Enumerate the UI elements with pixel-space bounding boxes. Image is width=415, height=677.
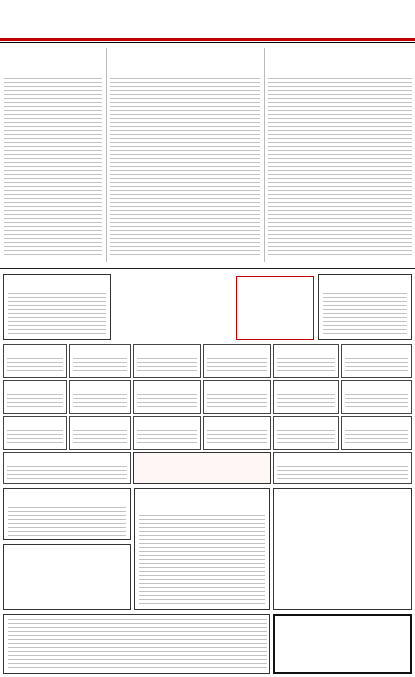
ad-title (70, 381, 130, 382)
ad-body (137, 430, 197, 446)
ad-body (7, 358, 63, 374)
anniversary-body (139, 515, 265, 605)
community-ad (3, 488, 131, 540)
rent-ad-body (323, 293, 407, 337)
column-divider (264, 48, 265, 262)
classified-banner (114, 272, 314, 342)
ad-body (7, 394, 63, 410)
column-divider (106, 48, 107, 262)
ad-body (137, 394, 197, 410)
ad-body (7, 430, 63, 446)
ad-title (4, 381, 66, 382)
ad-title (134, 417, 200, 418)
header-rule-red (0, 38, 415, 41)
classified-ad (3, 416, 67, 450)
ad-body (277, 466, 408, 480)
article-right-title (268, 48, 412, 74)
top-left-ad-body (8, 293, 106, 337)
article-middle-body (110, 78, 260, 258)
classified-ad (3, 380, 67, 414)
ad-body (277, 394, 335, 410)
top-left-ad (3, 274, 111, 340)
classified-ad (273, 344, 339, 378)
ad-title (274, 453, 411, 454)
hotline-box (236, 276, 314, 340)
classified-ad (203, 344, 271, 378)
ad-body (137, 358, 197, 374)
bottom-listings (3, 614, 270, 674)
classified-ad (273, 380, 339, 414)
classified-ad (133, 416, 201, 450)
hiring-ad (273, 488, 412, 610)
page-header (0, 0, 415, 40)
article-right (268, 46, 412, 262)
ad-body (207, 394, 267, 410)
ad-body (277, 430, 335, 446)
article-left-title (4, 48, 102, 74)
classified-ad (273, 452, 412, 484)
ad-body (73, 394, 127, 410)
ad-body (207, 358, 267, 374)
article-middle-title (110, 48, 260, 74)
article-middle (110, 46, 260, 262)
ad-title (4, 417, 66, 418)
classified-ad (133, 344, 201, 378)
classified-ad (273, 416, 339, 450)
ad-body (73, 430, 127, 446)
classified-ad (341, 380, 412, 414)
classified-ad (69, 416, 131, 450)
ad-title (204, 381, 270, 382)
small-ads-grid (3, 344, 412, 484)
ad-title (70, 345, 130, 346)
bottom-listings-body (8, 619, 267, 671)
ad-title (4, 345, 66, 346)
ad-title (342, 381, 411, 382)
ad-body (73, 358, 127, 374)
header-rule-black (0, 42, 415, 43)
ad-body (7, 466, 127, 480)
classified-ad (203, 380, 271, 414)
ad-title (274, 345, 338, 346)
ad-body (277, 358, 335, 374)
ad-body (345, 358, 408, 374)
article-right-body (268, 78, 412, 258)
ad-body (345, 430, 408, 446)
ad-title (274, 381, 338, 382)
ad-title (342, 417, 411, 418)
ad-title (342, 345, 411, 346)
ad-body (345, 394, 408, 410)
community-ad-body (8, 507, 126, 537)
ad-title (4, 453, 130, 454)
news-area (0, 44, 415, 266)
ad-title (274, 417, 338, 418)
classified-ad (133, 380, 201, 414)
ad-body (207, 430, 267, 446)
ad-title (134, 381, 200, 382)
anniversary-ad (134, 488, 270, 610)
classified-ad (341, 416, 412, 450)
article-left (4, 46, 102, 262)
section-divider (0, 268, 415, 269)
classified-ad (3, 344, 67, 378)
classified-ad (69, 344, 131, 378)
promo-ad (133, 452, 271, 484)
ad-title (70, 417, 130, 418)
classified-ad (341, 344, 412, 378)
classified-ad (69, 380, 131, 414)
classified-ad (3, 452, 131, 484)
ad-title (204, 345, 270, 346)
ad-title (134, 345, 200, 346)
classified-ad (203, 416, 271, 450)
rent-ad (318, 274, 412, 340)
welcome-banner (273, 614, 412, 674)
article-left-body (4, 78, 102, 258)
classified-area (0, 270, 415, 677)
ad-title (204, 417, 270, 418)
jinpeng-ad (3, 544, 131, 610)
